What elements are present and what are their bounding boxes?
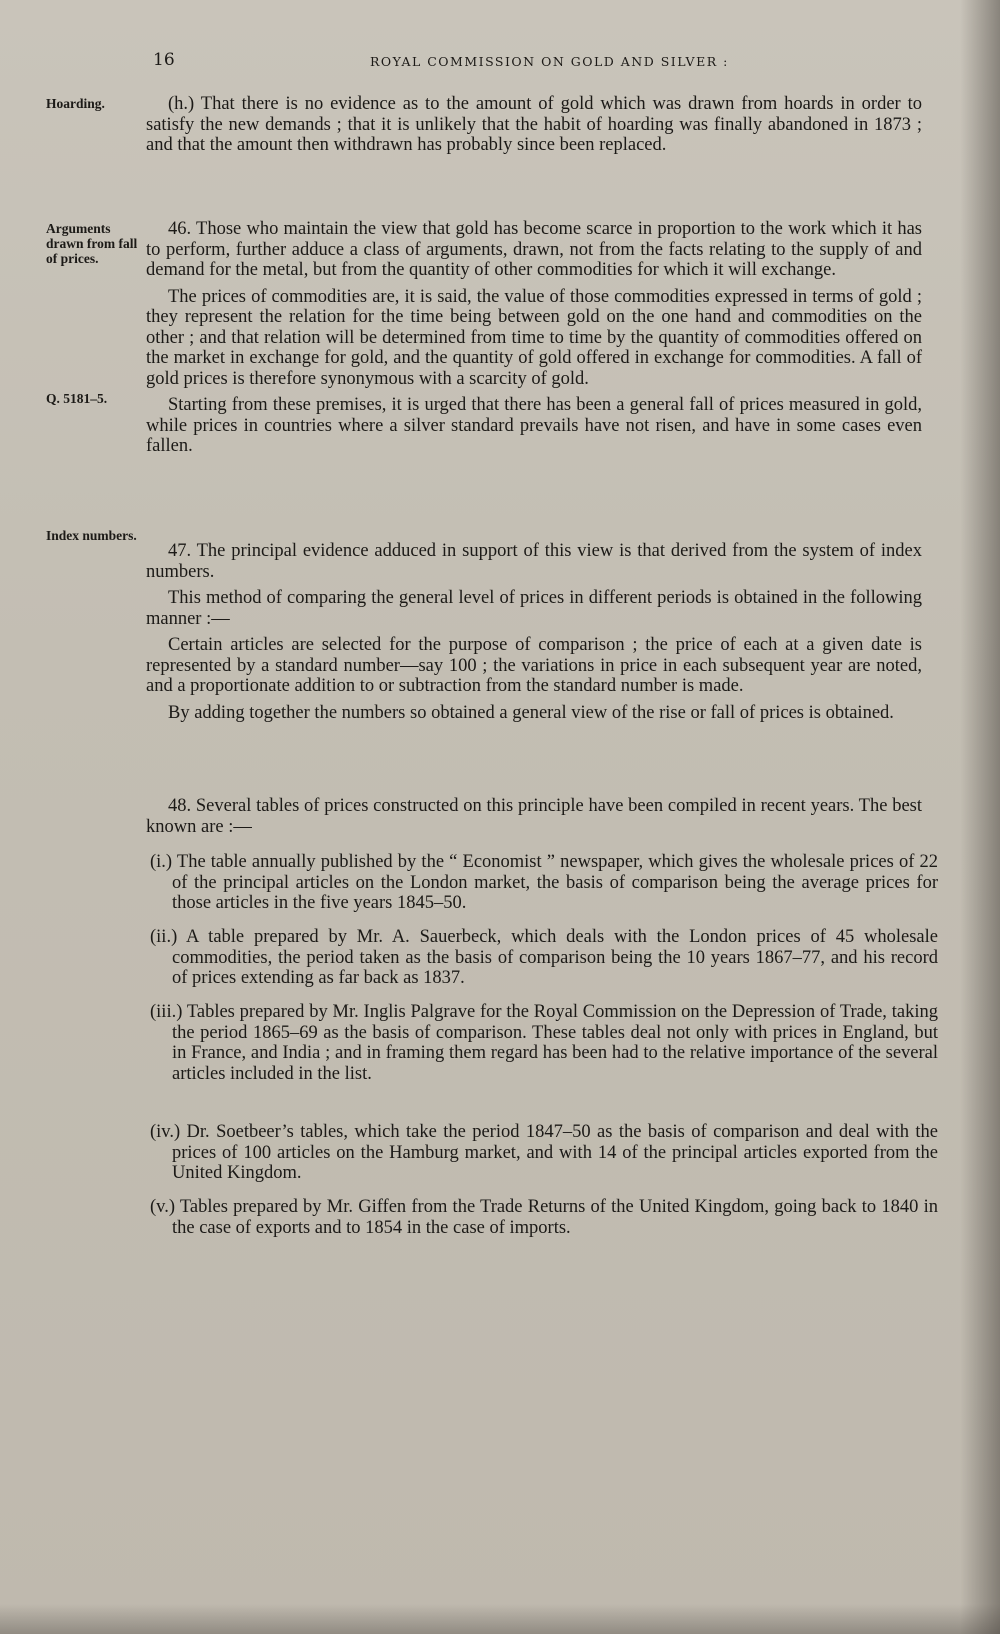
paragraph-48: 48. Several tables of prices constructed on this principle have been compiled in recent years. The best known are :—	[146, 796, 922, 837]
paragraph-47d: By adding together the numbers so obtained a general view of the rise or fall of prices is obtained.	[168, 702, 894, 723]
margin-note-hoarding: Hoarding.	[46, 96, 105, 111]
paragraph-46: 46. Those who maintain the view that gold has become scarce in proportion to the work which it has to perform, further adduce a class of arguments, drawn, not from the facts relating to the supply of and demand for the metal, but from the quantity of other commodities for which it will exchange.	[146, 219, 922, 280]
paragraph-47c: Certain articles are selected for the purpose of comparison ; the price of each at a given date is represented by a standard number—say 100 ; the variations in price in each subsequent year are noted, and a proportionate addition to or subtraction from the standard number is made.	[146, 635, 922, 696]
list-item-iv: (iv.) Dr. Soetbeer’s tables, which take the period 1847–50 as the basis of comparison and deal with the prices of 100 articles on the Hamburg market, and with 14 of the principal articles exported from the United Kingdom.	[150, 1122, 938, 1183]
paragraph-46b: The prices of commodities are, it is said, the value of those commodities expressed in terms of gold ; they represent the relation for the time being between gold on the one hand and commodities on the other ; and that relation will be determined from time to time by the quantity of commodities offered on the market in exchange for gold, and the quantity of gold offered in exchange for commodities. A fall of gold prices is therefore synonymous with a scarcity of gold.	[146, 286, 922, 389]
margin-note-index-numbers: Index numbers.	[46, 528, 137, 543]
page-shadow-right	[960, 0, 1000, 1634]
list-item-i: (i.) The table annually published by the “ Economist ” newspaper, which gives the wholesale prices of 22 of the principal articles on the London market, the basis of comparison being the average prices for those articles in the five years 1845–50.	[150, 852, 938, 913]
margin-note-question-ref: Q. 5181–5.	[46, 391, 108, 406]
paragraph-47b: This method of comparing the general level of prices in different periods is obtained in the following manner :—	[146, 588, 922, 629]
paragraph-47: 47. The principal evidence adduced in support of this view is that derived from the system of index numbers.	[146, 541, 922, 582]
page-header	[0, 50, 1000, 80]
section-h	[146, 94, 922, 162]
list-item-ii: (ii.) A table prepared by Mr. A. Sauerbeck, which deals with the London prices of 45 wholesale commodities, the period taken as the basis of comparison being the 10 years 1867–77, and his record of prices extending as far back as 1837.	[150, 927, 938, 988]
margin-note-arguments: Arguments drawn from fall of prices.	[46, 221, 138, 266]
section-47	[146, 541, 922, 729]
list-item-v: (v.) Tables prepared by Mr. Giffen from the Trade Returns of the United Kingdom, going back to 1840 in the case of exports and to 1854 in the case of imports.	[150, 1197, 938, 1238]
running-head: ROYAL COMMISSION ON GOLD AND SILVER :	[370, 54, 729, 69]
page-shadow-bottom	[0, 1604, 1000, 1634]
paragraph-h: (h.) That there is no evidence as to the amount of gold which was drawn from hoards in order to satisfy the new demands ; that it is unlikely that the habit of hoarding was finally abandoned in 1873 ; and that the amount then withdrawn has probably since been replaced.	[146, 94, 922, 155]
paragraph-46c: Starting from these premises, it is urged that there has been a general fall of prices measured in gold, while prices in countries where a silver standard prevails have not risen, and have in some cases even fallen.	[146, 395, 922, 456]
section-46	[146, 219, 922, 463]
list-item-iii: (iii.) Tables prepared by Mr. Inglis Palgrave for the Royal Commission on the Depression of Trade, taking the period 1865–69 as the basis of comparison. These tables deal not only with prices in England, but in France, and India ; and in framing them regard has been had to the relative importance of the several articles included in the list.	[150, 1002, 938, 1084]
section-48	[146, 796, 922, 843]
page-number: 16	[153, 50, 175, 70]
